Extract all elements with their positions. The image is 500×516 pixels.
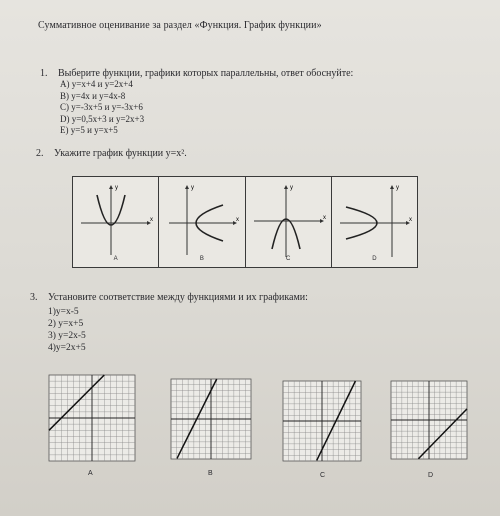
- question-2-number: 2.: [36, 148, 44, 159]
- graph-letter-d: D: [372, 256, 377, 262]
- y-axis-label: y: [289, 185, 293, 191]
- question-3-items: [48, 306, 86, 354]
- question-3-number: 3.: [30, 292, 38, 303]
- x-axis-label: x: [408, 217, 412, 223]
- q3-graph-a: [46, 372, 138, 464]
- function-2: 2) y=x+5: [48, 319, 84, 329]
- parabola-left-graph: [332, 177, 418, 267]
- graph-letter-a: A: [113, 256, 118, 262]
- q3-letter-b: B: [208, 470, 213, 477]
- parabola-up-graph: [73, 177, 159, 267]
- q2-graph-c: [246, 177, 332, 267]
- y-axis-label: y: [395, 185, 399, 191]
- question-3: [30, 292, 308, 304]
- question-3-text: Установите соответствие между функциями и их графиками:: [48, 292, 308, 303]
- graph-letter-c: C: [285, 256, 291, 262]
- question-1-options: [60, 79, 144, 137]
- y-axis-label: y: [115, 185, 118, 191]
- q3-letter-a: A: [88, 470, 93, 477]
- x-axis-label: x: [236, 217, 240, 223]
- x-axis-label: x: [150, 217, 153, 223]
- q3-graph-d: [388, 378, 470, 462]
- q3-graph-b: [168, 376, 254, 462]
- parabola-right-graph: [159, 177, 245, 267]
- q3-letter-d: D: [428, 472, 434, 479]
- question-1-number: 1.: [40, 68, 48, 79]
- option-e: E) y=5 и y=x+5: [60, 125, 118, 135]
- option-c: C) y=-3x+5 и y=-3x+6: [60, 102, 143, 112]
- q2-graph-a: [73, 177, 159, 267]
- q2-graph-b: [159, 177, 245, 267]
- parabola-down-graph: [246, 177, 332, 267]
- option-d: D) y=0,5x+3 и y=2x+3: [60, 113, 145, 124]
- option-a: A) y=x+4 и y=2x+4: [60, 79, 133, 89]
- question-2-text: Укажите график функции y=x².: [54, 148, 187, 159]
- x-axis-label: x: [322, 215, 326, 221]
- function-4: 4)y=2x+5: [48, 343, 86, 353]
- question-2: [36, 148, 187, 160]
- option-b: B) y=4x и y=4x-8: [60, 90, 126, 101]
- graph-letter-b: B: [199, 256, 204, 262]
- function-1: 1)y=x-5: [48, 307, 79, 317]
- q2-graph-table: [72, 176, 418, 268]
- page-title: Суммативное оценивание за раздел «Функция. График функции»: [38, 20, 322, 31]
- y-axis-label: y: [191, 185, 195, 191]
- q3-letter-c: C: [320, 472, 326, 479]
- q2-graph-d: [332, 177, 417, 267]
- question-1-text: Выберите функции, графики которых параллельны, ответ обоснуйте:: [58, 68, 354, 79]
- function-3: 3) y=2x-5: [48, 331, 86, 341]
- q3-graph-c: [280, 378, 364, 464]
